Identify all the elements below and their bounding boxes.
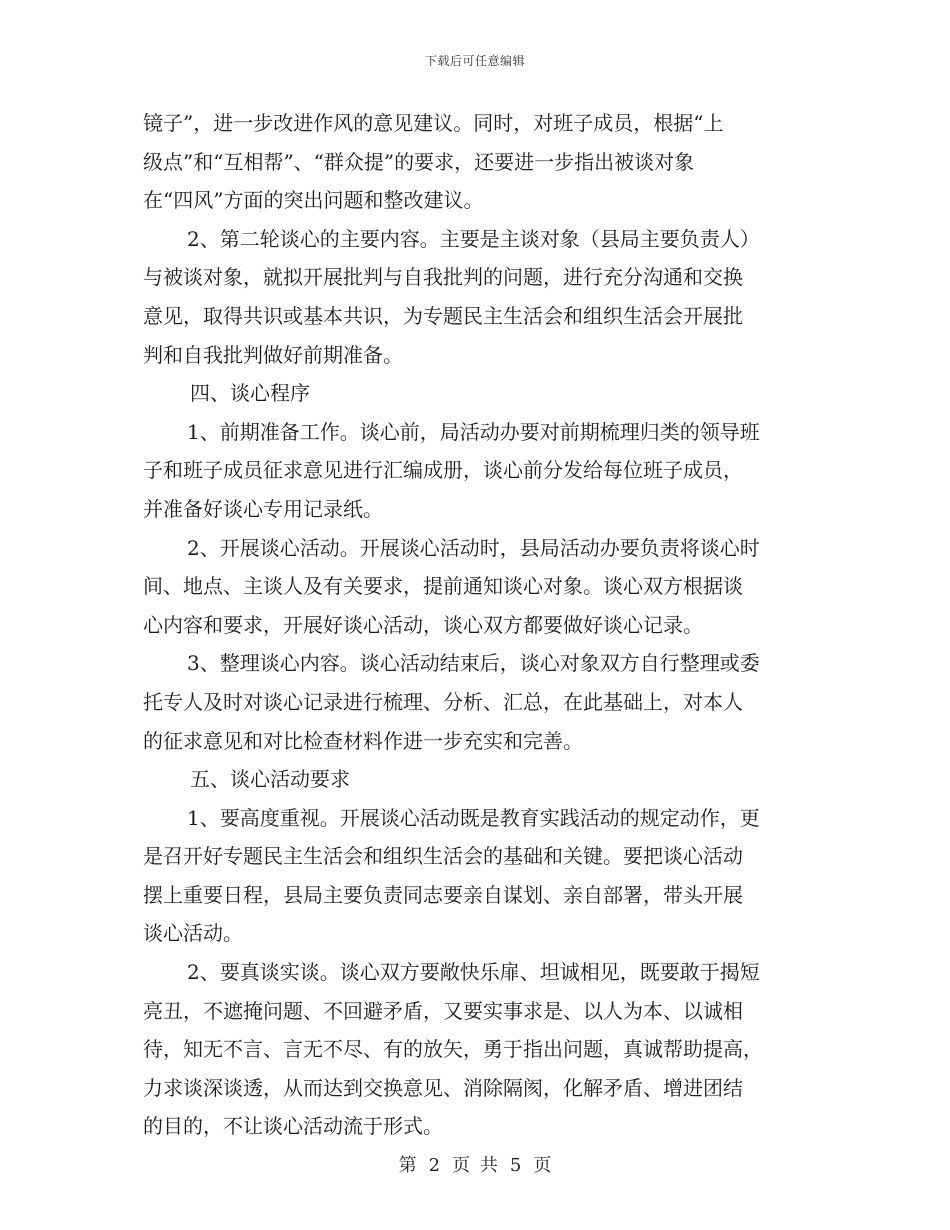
- body-line: 心内容和要求，开展好谈心活动，谈心双方都要做好谈心记录。: [143, 612, 703, 637]
- paragraph-start: 2、第二轮谈心的主要内容。主要是主谈对象（县局主要负责人）: [187, 226, 760, 251]
- body-line: 级点”和“互相帮”、“群众提”的要求，还要进一步指出被谈对象: [143, 149, 695, 174]
- body-line: 亮丑，不遮掩问题、不回避矛盾，又要实事求是、以人为本、以诚相: [143, 998, 743, 1023]
- body-line: 子和班子成员征求意见进行汇编成册，谈心前分发给每位班子成员，: [143, 458, 743, 483]
- body-line: 并准备好谈心专用记录纸。: [143, 496, 383, 521]
- paragraph-start: 2、要真谈实谈。谈心双方要敞快乐扉、坦诚相见，既要敢于揭短: [187, 960, 760, 985]
- section-heading: 五、谈心活动要求: [190, 767, 350, 792]
- body-line: 在“四风”方面的突出问题和整改建议。: [143, 188, 484, 213]
- document-body: [143, 104, 805, 1146]
- body-line: 力求谈深谈透，从而达到交换意见、消除隔阂，化解矛盾、增进团结: [143, 1075, 743, 1100]
- body-line: 的征求意见和对比检查材料作进一步充实和完善。: [143, 728, 583, 753]
- body-line: 判和自我批判做好前期准备。: [143, 342, 403, 367]
- body-line: 是召开好专题民主生活会和组织生活会的基础和关键。要把谈心活动: [143, 844, 743, 869]
- footer-middle: 页 共: [452, 1155, 498, 1176]
- total-page-count: 5: [509, 1155, 522, 1176]
- header-note: 下载后可任意编辑: [424, 54, 525, 68]
- body-line: 谈心活动。: [143, 921, 243, 946]
- paragraph-start: 1、前期准备工作。谈心前，局活动办要对前期梳理归类的领导班: [187, 419, 760, 444]
- footer-prefix: 第: [398, 1155, 417, 1176]
- body-line: 意见，取得共识或基本共识，为专题民主生活会和组织生活会开展批: [143, 303, 743, 328]
- body-line: 的目的，不让谈心活动流于形式。: [143, 1114, 443, 1139]
- body-line: 托专人及时对谈心记录进行梳理、分析、汇总，在此基础上，对本人: [143, 689, 743, 714]
- page-footer: [0, 1151, 950, 1177]
- current-page-number: 2: [428, 1155, 441, 1176]
- body-line: 与被谈对象，就拟开展批判与自我批判的问题，进行充分沟通和交换: [143, 265, 743, 290]
- footer-suffix: 页: [533, 1155, 552, 1176]
- section-heading: 四、谈心程序: [190, 381, 310, 406]
- body-line: 间、地点、主谈人及有关要求，提前通知谈心对象。谈心双方根据谈: [143, 574, 743, 599]
- paragraph-start: 2、开展谈心活动。开展谈心活动时，县局活动办要负责将谈心时: [187, 535, 760, 560]
- paragraph-start: 3、整理谈心内容。谈心活动结束后，谈心对象双方自行整理或委: [187, 651, 760, 676]
- body-line: 待，知无不言、言无不尽、有的放矢，勇于指出问题，真诚帮助提高，: [143, 1037, 763, 1062]
- paragraph-start: 1、要高度重视。开展谈心活动既是教育实践活动的规定动作，更: [187, 805, 760, 830]
- body-line: 镜子”，进一步改进作风的意见建议。同时，对班子成员，根据“上: [143, 111, 724, 135]
- body-line: 摆上重要日程，县局主要负责同志要亲自谋划、亲自部署，带头开展: [143, 882, 743, 907]
